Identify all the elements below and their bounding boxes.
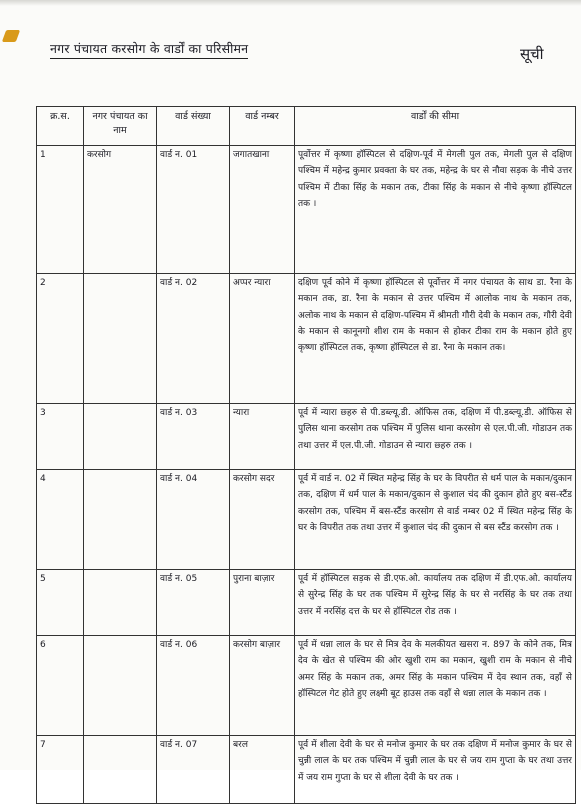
table-row [37,570,576,636]
cell-serial: 4 [37,470,84,570]
list-label: सूची [520,45,544,63]
cell-ward-name: बरल [230,736,295,804]
header-serial: क्र.स. [37,107,84,146]
cell-ward-no: वार्ड न. 04 [157,470,230,570]
cell-ward-name: अप्पर न्यारा [230,274,295,404]
cell-boundary: पूर्वोत्तर में कृष्णा हॉस्पिटल से दक्षिण-पूर्व में मेगली पुल तक, मेगली पुल से दक्षिण पश्चिम में महेन्द्र कुमार प्रवक्ता के घर तक, महेन्द्र के घर से नौवा सड़क के नीचे उत्तर पश्चिम में टीका सिंह के मकान तक, टीका सिंह के मकान से नीचे कृष्णा हॉस्पिटल तक । [295,146,576,274]
cell-ward-no: वार्ड न. 06 [157,636,230,736]
cell-panchayat [84,636,157,736]
scan-edge [0,0,581,6]
cell-ward-name: करसोग सदर [230,470,295,570]
header-panchayat: नगर पंचायत का नाम [84,107,157,146]
cell-boundary: पूर्व में वार्ड न. 02 में स्थित महेन्द्र सिंह के घर के विपरीत से धर्म पाल के मकान/दुकान तक, दक्षिण में धर्म पाल के मकान/दुकान से कुशाल चंद की दुकान होते हुए बस-स्टैंड करसोग तक, पश्चिम में बस-स्टैंड करसोग से वार्ड नम्बर 02 में स्थित महेन्द्र सिंह के घर के विपरीत तक तथा उत्तर में कुशाल चंद की दुकान से बस स्टैंड करसोग तक । [295,470,576,570]
cell-ward-name: पुराना बाज़ार [230,570,295,636]
ward-boundary-table [36,106,576,804]
table-row [37,470,576,570]
staple-mark [2,30,20,42]
cell-serial: 7 [37,736,84,804]
cell-serial: 3 [37,404,84,470]
cell-boundary: पूर्व में धन्ना लाल के घर से मित्र देव के मलकीयत खसरा न. 897 के कोने तक, मित्र देव के खेत से पश्चिम की ओर खुशी राम का मकान, खुशी राम के मकान से नीचे अमर सिंह के मकान तक, अमर सिंह के मकान पश्चिम में देव स्थान तक, वहाँ से हॉस्पिटल गेट होते हुए लक्ष्मी बूट हाउस तक वहाँ से धन्ना लाल के मकान तक । [295,636,576,736]
header-ward-number: वार्ड नम्बर [230,107,295,146]
table-row [37,274,576,404]
cell-panchayat: करसोग [84,146,157,274]
cell-ward-no: वार्ड न. 02 [157,274,230,404]
cell-serial: 5 [37,570,84,636]
cell-ward-no: वार्ड न. 05 [157,570,230,636]
cell-ward-no: वार्ड न. 07 [157,736,230,804]
table-row [37,636,576,736]
cell-panchayat [84,470,157,570]
cell-ward-name: जगातखाना [230,146,295,274]
cell-boundary: दक्षिण पूर्व कोने में कृष्णा हॉस्पिटल से पूर्वोत्तर में नगर पंचायत के साथ डा. रैना के मकान तक, डा. रैना के मकान से उत्तर पश्चिम में आलोक नाथ के मकान तक, अलोक नाथ के मकान से दक्षिण-पश्चिम में श्रीमती गौरी देवी के मकान तक, गौरी देवी के मकान से कानूनगो शीश राम के मकान से होकर टीका राम के मकान होते हुए कृष्णा हॉस्पिटल तक, कृष्णा हॉस्पिटल से डा. रैना के मकान तक। [295,274,576,404]
cell-ward-no: वार्ड न. 01 [157,146,230,274]
table-header-row [37,107,576,146]
cell-serial: 1 [37,146,84,274]
cell-panchayat [84,570,157,636]
header-boundary: वार्डों की सीमा [295,107,576,146]
header-ward-count: वार्ड संख्या [157,107,230,146]
table-row [37,404,576,470]
cell-boundary: पूर्व में हॉस्पिटल सड़क से डी.एफ.ओ. कार्यालय तक दक्षिण में डी.एफ.ओ. कार्यालय से सुरेन्द्र सिंह के घर तक पश्चिम में सुरेन्द्र सिंह के घर से नरसिंह के घर तक तथा उत्तर में नरसिंह दत्त के घर से हॉस्पिटल रोड तक । [295,570,576,636]
cell-panchayat [84,404,157,470]
table-row [37,146,576,274]
cell-ward-name: न्यारा [230,404,295,470]
document-title: नगर पंचायत करसोग के वार्डों का परिसीमन [50,40,248,59]
cell-serial: 6 [37,636,84,736]
cell-boundary: पूर्व में शीला देवी के घर से मनोज कुमार के घर तक दक्षिण में मनोज कुमार के घर से चुन्नी लाल के घर तक पश्चिम में चुन्नी लाल के घर से जय राम गुप्ता के घर तथा उत्तर में जय राम गुप्ता के घर से शीला देवी के घर तक । [295,736,576,804]
cell-ward-name: करसोग बाज़ार [230,636,295,736]
cell-boundary: पूर्व में न्यारा छ्हरु से पी.डब्ल्यू.डी. ऑफिस तक, दक्षिण में पी.डब्ल्यू.डी. ऑफिस से पुलिस थाना करसोग तक पश्चिम में पुलिस थाना करसोग से एल.पी.जी. गोडाउन तक तथा उत्तर में एल.पी.जी. गोडाउन से न्यारा छ्हरु तक । [295,404,576,470]
cell-panchayat [84,274,157,404]
cell-serial: 2 [37,274,84,404]
cell-ward-no: वार्ड न. 03 [157,404,230,470]
